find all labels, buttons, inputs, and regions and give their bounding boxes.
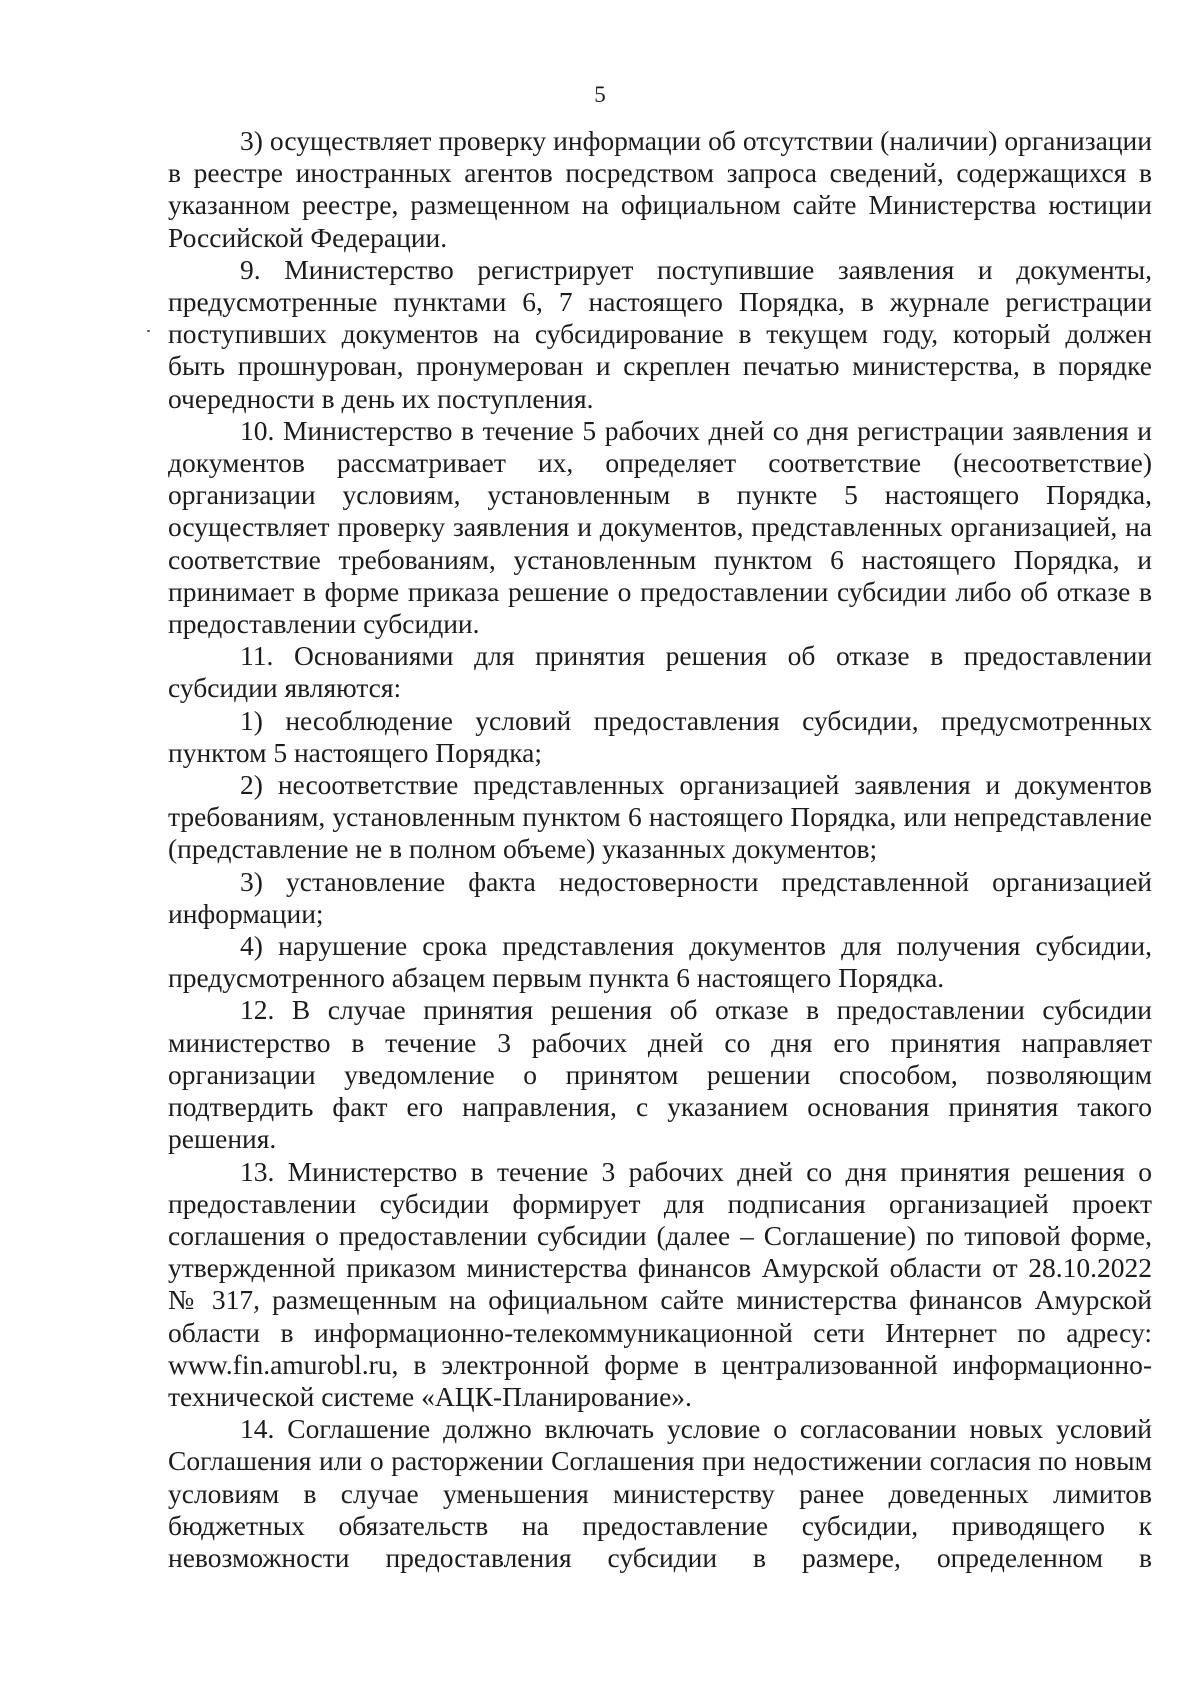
paragraph-9: 9. Министерство регистрирует поступившие заявления и документы, предусмотренные пунктами 6, 7 настоящего Порядка, в журнале регистрации поступивших документов на субсидирование в текущем году, который должен быть прошнурован, пронумерован и скреплен печатью министерства, в порядке очередности в день их поступления. bbox=[168, 253, 1152, 414]
paragraph-13: 13. Министерство в течение 3 рабочих дней со дня принятия решения о предоставлении субсидии формирует для подписания организацией проект соглашения о предоставлении субсидии (далее – Соглашение) по типовой форме, утвержденной приказом министерства финансов Амурской области от 28.10.2022 № 317, размещенным на официальном сайте министерства финансов Амурской области в информационно-телекоммуникационной сети Интернет по адресу: www.fin.amurobl.ru, в электронной форме в централизованной информационно-технической системе «АЦК-Планирование». bbox=[168, 1155, 1152, 1412]
paragraph-11-item-4: 4) нарушение срока представления документов для получения субсидии, предусмотренного абзацем первым пункта 6 настоящего Порядка. bbox=[168, 930, 1152, 994]
paragraph-item-3: 3) осуществляет проверку информации об отсутствии (наличии) организации в реестре иностранных агентов посредством запроса сведений, содержащихся в указанном реестре, размещенном на официальном сайте Министерства юстиции Российской Федерации. bbox=[168, 125, 1152, 253]
paragraph-11: 11. Основаниями для принятия решения об отказе в предоставлении субсидии являются: bbox=[168, 640, 1152, 704]
page-number: 5 bbox=[594, 82, 606, 107]
document-body bbox=[168, 125, 1152, 1574]
paragraph-11-item-3: 3) установление факта недостоверности представленной организацией информации; bbox=[168, 865, 1152, 929]
paragraph-11-item-1: 1) несоблюдение условий предоставления субсидии, предусмотренных пунктом 5 настоящего Порядка; bbox=[168, 704, 1152, 768]
margin-mark bbox=[147, 330, 150, 332]
paragraph-11-item-2: 2) несоответствие представленных организацией заявления и документов требованиям, установленным пунктом 6 настоящего Порядка, или непредставление (представление не в полном объеме) указанных документов; bbox=[168, 769, 1152, 865]
paragraph-12: 12. В случае принятия решения об отказе в предоставлении субсидии министерство в течение 3 рабочих дней со дня его принятия направляет организации уведомление о принятом решении способом, позволяющим подтвердить факт его направления, с указанием основания принятия такого решения. bbox=[168, 994, 1152, 1155]
paragraph-14: 14. Соглашение должно включать условие о согласовании новых условий Соглашения или о расторжении Соглашения при недостижении согласия по новым условиям в случае уменьшения министерству ранее доведенных лимитов бюджетных обязательств на предоставление субсидии, приводящего к невозможности предоставления субсидии в размере, определенном в bbox=[168, 1413, 1152, 1573]
paragraph-10: 10. Министерство в течение 5 рабочих дней со дня регистрации заявления и документов рассматривает их, определяет соответствие (несоответствие) организации условиям, установленным в пункте 5 настоящего Порядка, осуществляет проверку заявления и документов, представленных организацией, на соответствие требованиям, установленным пунктом 6 настоящего Порядка, и принимает в форме приказа решение о предоставлении субсидии либо об отказе в предоставлении субсидии. bbox=[168, 414, 1152, 640]
